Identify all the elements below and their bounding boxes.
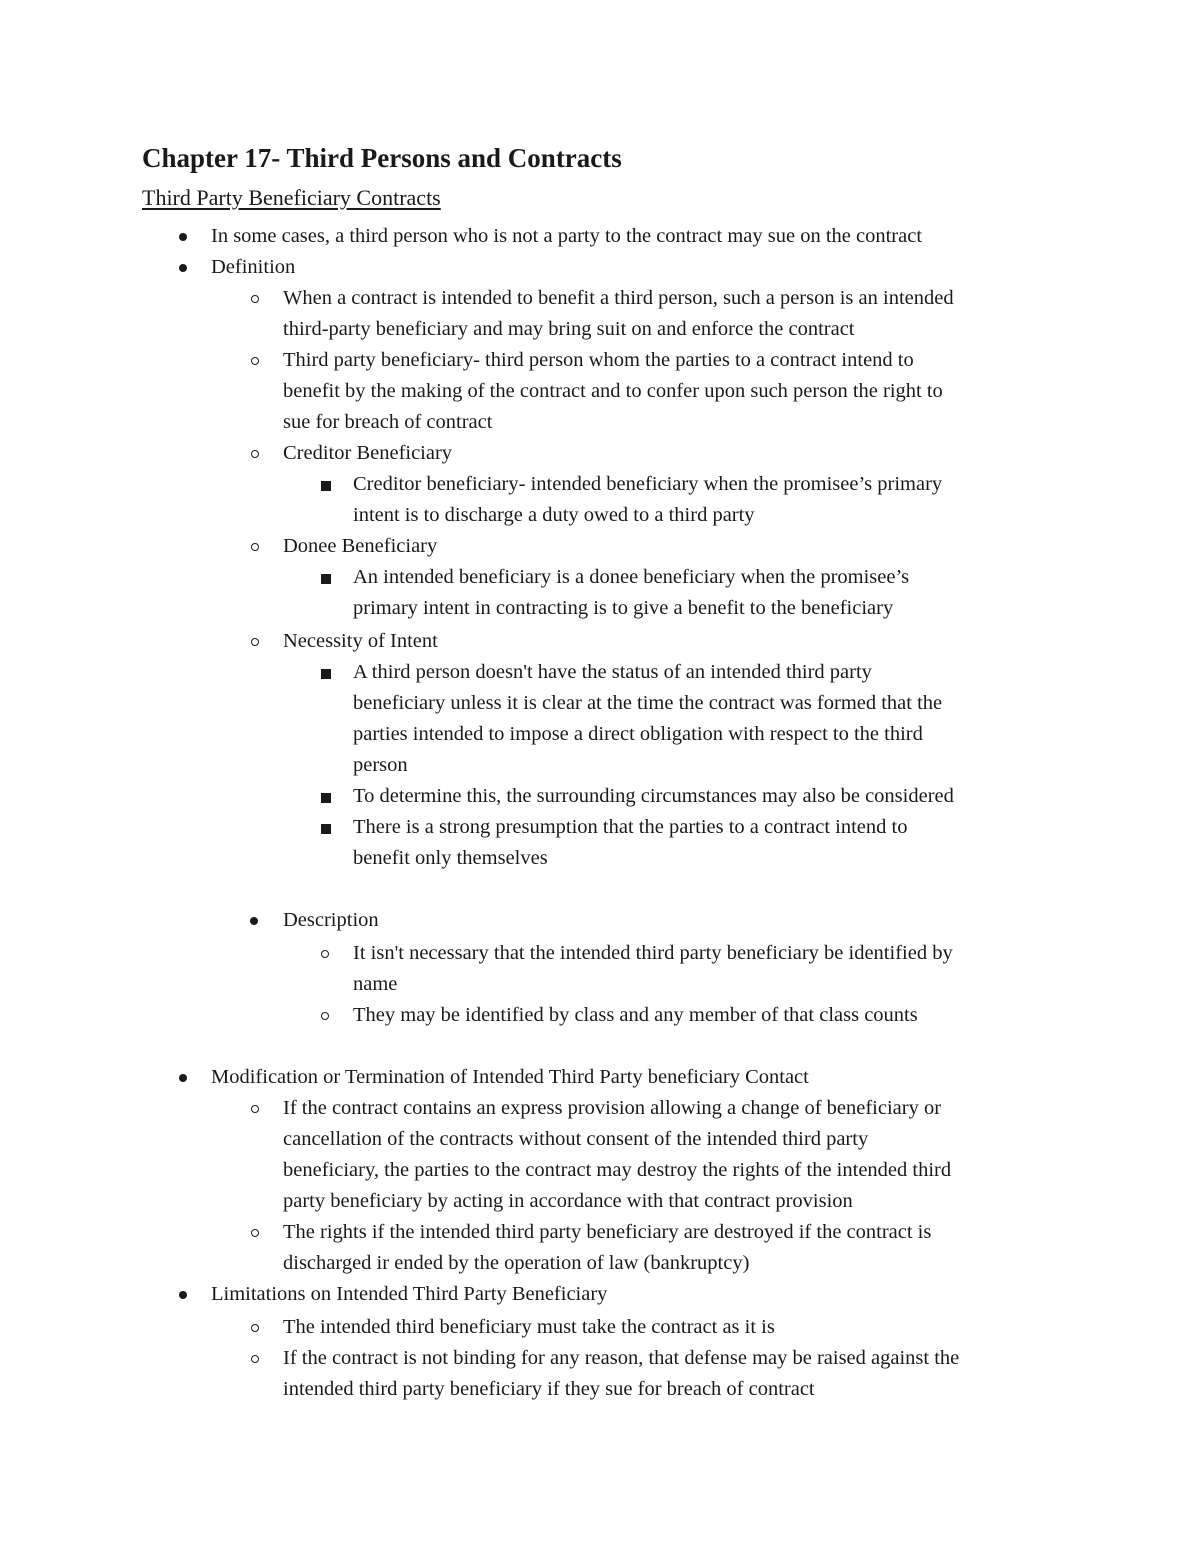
section-heading: Third Party Beneficiary Contracts xyxy=(142,185,441,210)
list-item-continuation: benefit only themselves xyxy=(353,847,548,869)
list-item: In some cases, a third person who is not a party to the contract may sue on the contract xyxy=(211,225,923,247)
bullet-circle-icon xyxy=(251,543,259,551)
bullet-circle-icon xyxy=(251,1324,259,1332)
bullet-circle-icon xyxy=(251,638,259,646)
list-item: Description xyxy=(283,909,379,931)
list-item-continuation: discharged ir ended by the operation of law (bankruptcy) xyxy=(283,1252,750,1274)
bullet-square-icon xyxy=(321,574,331,584)
bullet-circle-icon xyxy=(251,295,259,303)
list-item-continuation: benefit by the making of the contract and to confer upon such person the right to xyxy=(283,380,943,402)
list-item-continuation: parties intended to impose a direct obligation with respect to the third xyxy=(353,723,923,745)
list-item-continuation: sue for breach of contract xyxy=(283,411,493,433)
list-item-continuation: party beneficiary by acting in accordance with that contract provision xyxy=(283,1190,853,1212)
list-item: Limitations on Intended Third Party Beneficiary xyxy=(211,1283,608,1305)
list-item: They may be identified by class and any member of that class counts xyxy=(353,1004,918,1026)
bullet-dot-icon xyxy=(250,917,258,925)
list-item: It isn't necessary that the intended third party beneficiary be identified by xyxy=(353,942,953,964)
bullet-circle-icon xyxy=(251,357,259,365)
list-item: The rights if the intended third party beneficiary are destroyed if the contract is xyxy=(283,1221,932,1243)
bullet-dot-icon xyxy=(179,1074,187,1082)
list-item: To determine this, the surrounding circumstances may also be considered xyxy=(353,785,954,807)
list-item: Donee Beneficiary xyxy=(283,535,438,557)
list-item-continuation: beneficiary, the parties to the contract may destroy the rights of the intended third xyxy=(283,1159,952,1181)
list-item: A third person doesn't have the status of an intended third party xyxy=(353,661,872,683)
bullet-dot-icon xyxy=(179,1291,187,1299)
bullet-circle-icon xyxy=(251,1355,259,1363)
bullet-circle-icon xyxy=(251,1105,259,1113)
list-item-continuation: name xyxy=(353,973,398,995)
list-item: Creditor Beneficiary xyxy=(283,442,453,464)
list-item-continuation: intended third party beneficiary if they sue for breach of contract xyxy=(283,1378,815,1400)
page-title: Chapter 17- Third Persons and Contracts xyxy=(142,143,622,173)
list-item: If the contract is not binding for any reason, that defense may be raised against the xyxy=(283,1347,960,1369)
list-item: An intended beneficiary is a donee beneficiary when the promisee’s xyxy=(353,566,910,588)
bullet-square-icon xyxy=(321,481,331,491)
bullet-circle-icon xyxy=(251,450,259,458)
list-item: There is a strong presumption that the parties to a contract intend to xyxy=(353,816,908,838)
list-item: Modification or Termination of Intended Third Party beneficiary Contact xyxy=(211,1066,809,1088)
bullet-dot-icon xyxy=(179,264,187,272)
bullet-circle-icon xyxy=(321,1012,329,1020)
bullet-square-icon xyxy=(321,824,331,834)
list-item: Creditor beneficiary- intended beneficiary when the promisee’s primary xyxy=(353,473,943,495)
bullet-circle-icon xyxy=(251,1229,259,1237)
list-item: Necessity of Intent xyxy=(283,630,438,652)
list-item: The intended third beneficiary must take the contract as it is xyxy=(283,1316,775,1338)
list-item: Definition xyxy=(211,256,296,278)
bullet-dot-icon xyxy=(179,233,187,241)
bullet-square-icon xyxy=(321,669,331,679)
list-item-continuation: intent is to discharge a duty owed to a third party xyxy=(353,504,755,526)
list-item: Third party beneficiary- third person whom the parties to a contract intend to xyxy=(283,349,914,371)
list-item-continuation: person xyxy=(353,754,408,776)
list-item-continuation: beneficiary unless it is clear at the time the contract was formed that the xyxy=(353,692,943,714)
list-item-continuation: primary intent in contracting is to give a benefit to the beneficiary xyxy=(353,597,894,619)
list-item-continuation: cancellation of the contracts without consent of the intended third party xyxy=(283,1128,869,1150)
bullet-circle-icon xyxy=(321,950,329,958)
list-item-continuation: third-party beneficiary and may bring suit on and enforce the contract xyxy=(283,318,855,340)
bullet-square-icon xyxy=(321,793,331,803)
list-item: When a contract is intended to benefit a third person, such a person is an intended xyxy=(283,287,954,309)
list-item: If the contract contains an express provision allowing a change of beneficiary or xyxy=(283,1097,942,1119)
